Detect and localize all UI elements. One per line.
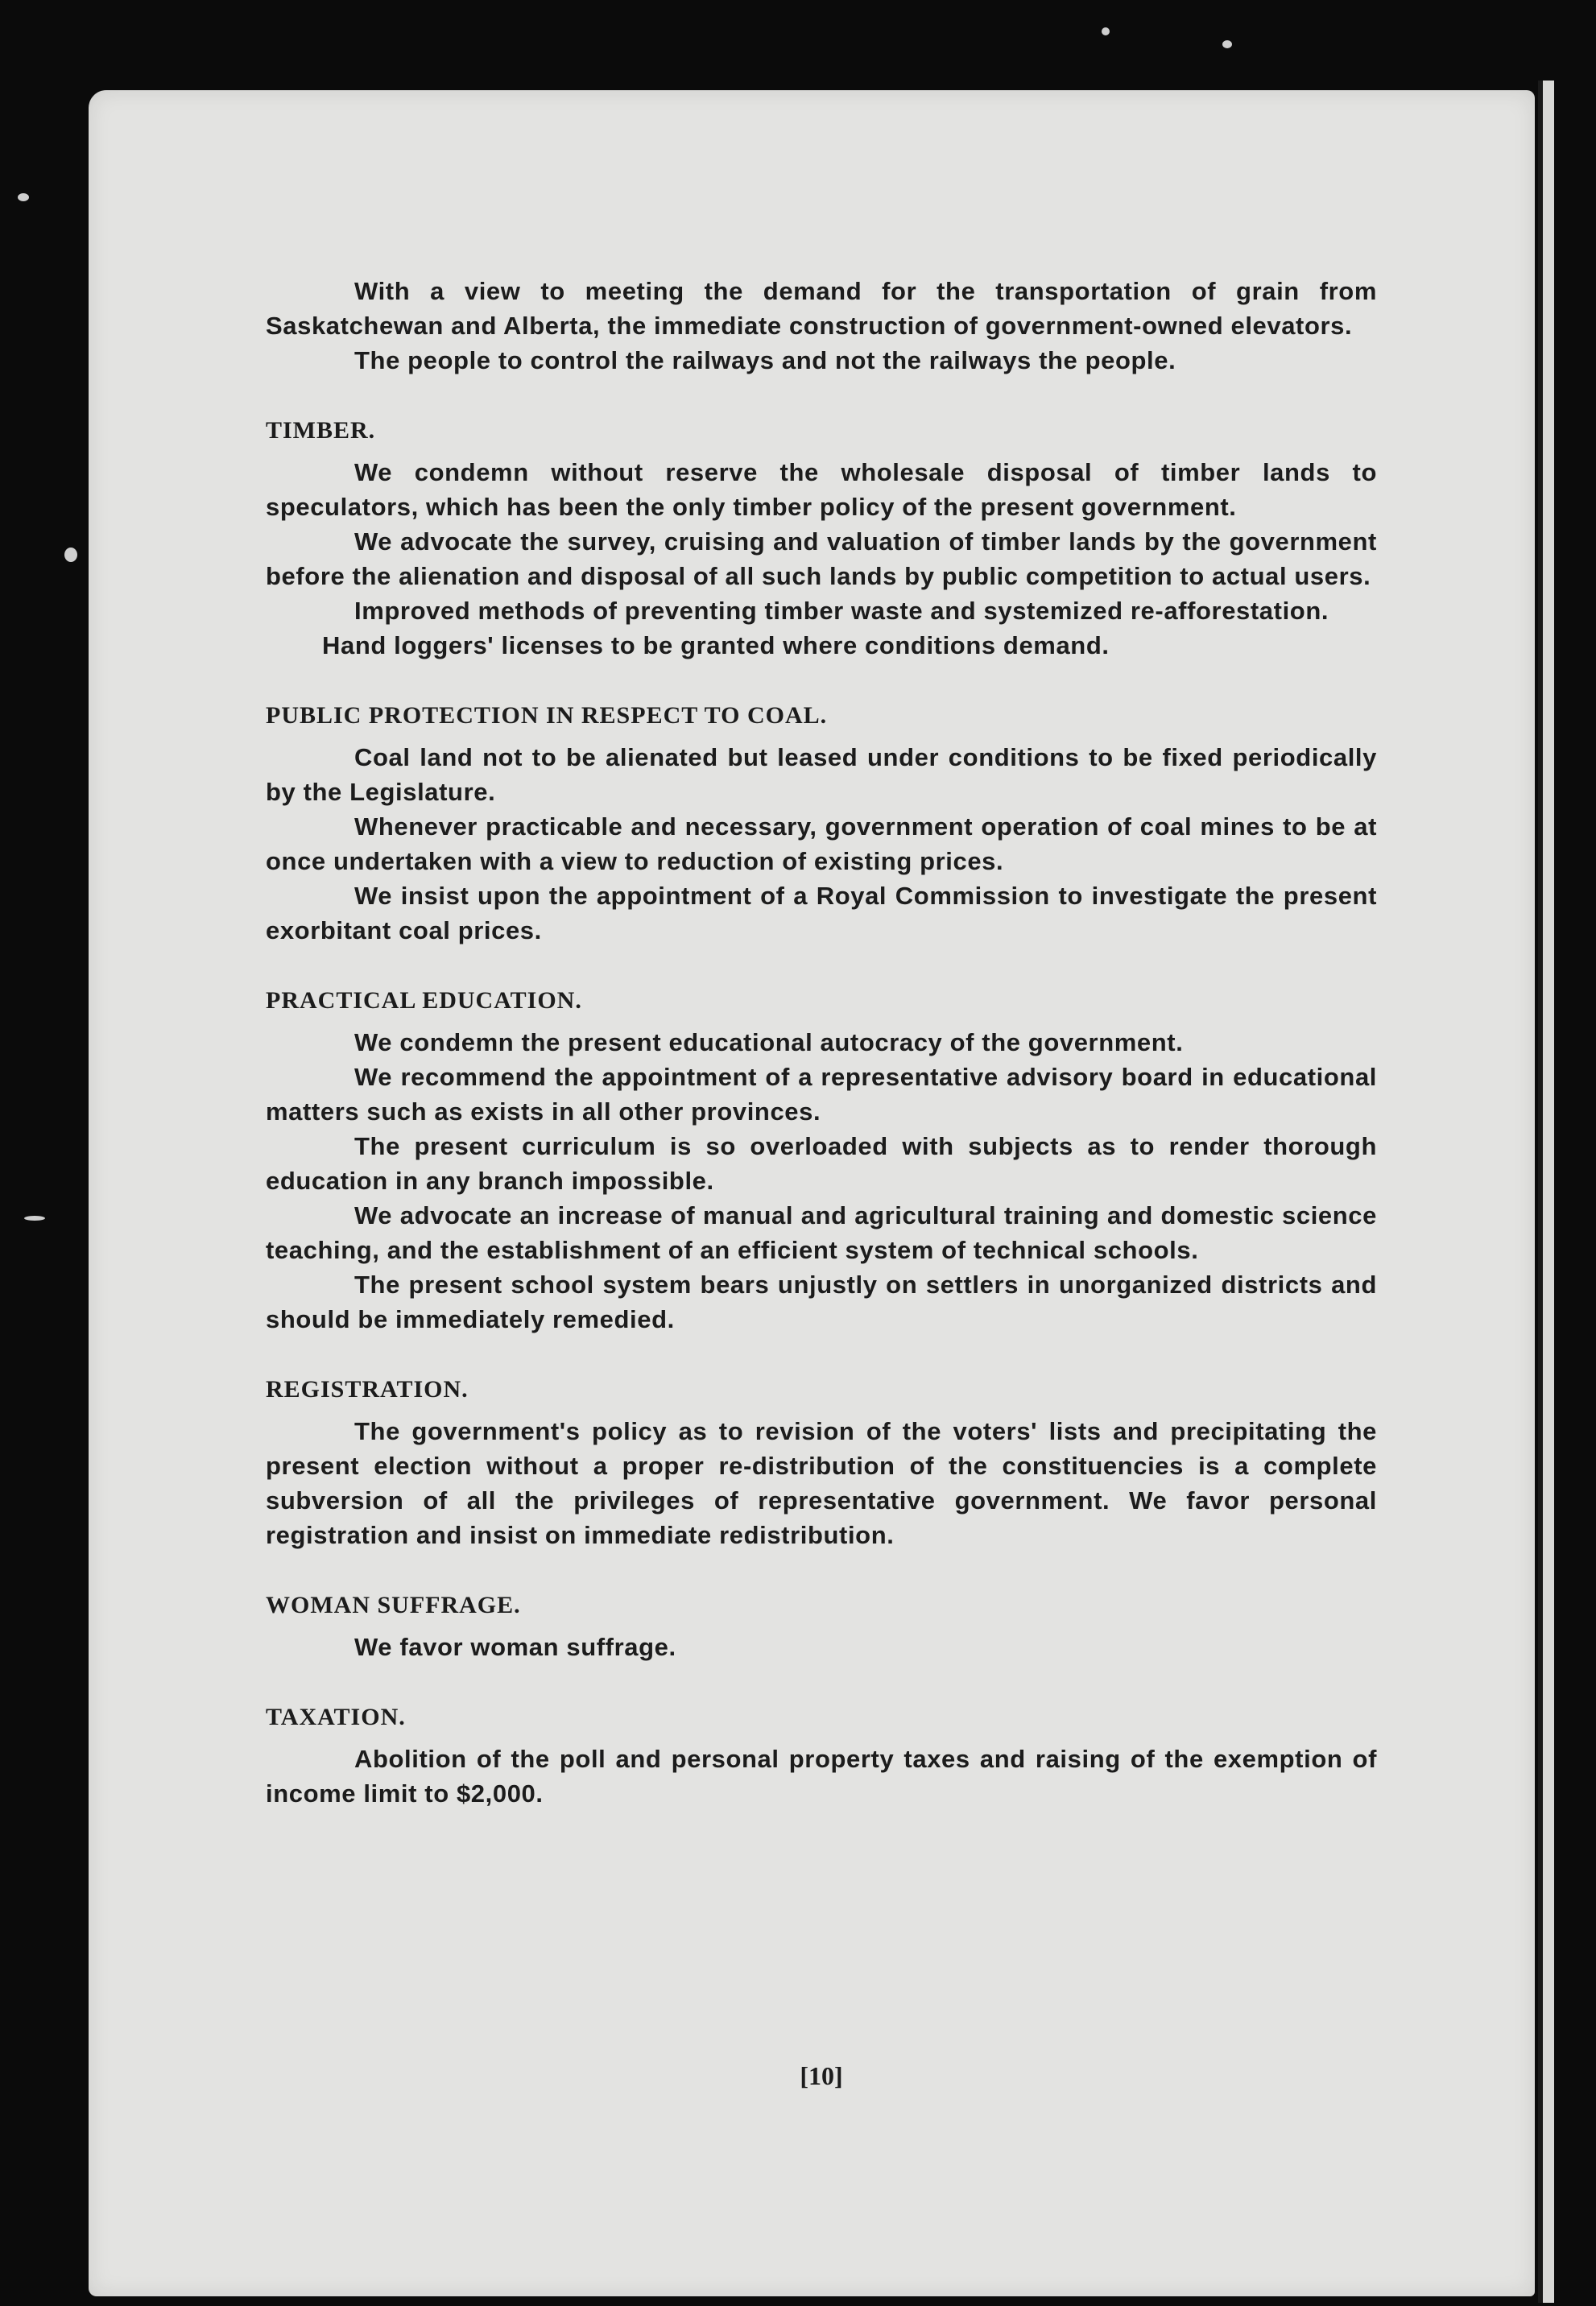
scan-speck: [24, 1216, 45, 1221]
section-paragraph: The present curriculum is so overloaded with subjects as to render thorough education in any branch impossible.: [266, 1132, 1377, 1195]
section-paragraph: The government's policy as to revision of the voters' lists and precipitating the present election without a proper re-distribution of the constituencies is a complete subversion of all the privileges of representative government. We favor personal registration and insist on immediate redistribution.: [266, 1417, 1377, 1549]
section-paragraph: We advocate an increase of manual and agricultural training and domestic science teaching, and the establishment of an efficient system of technical schools.: [266, 1201, 1377, 1264]
section-paragraph: Improved methods of preventing timber waste and systemized re-afforestation.: [354, 597, 1329, 625]
intro-section: [266, 274, 1377, 378]
section-taxation: [266, 1701, 1377, 1811]
section-timber: [266, 415, 1377, 663]
section-paragraph: We condemn the present educational autocracy of the government.: [354, 1028, 1184, 1056]
section-heading: REGISTRATION.: [266, 1376, 469, 1403]
section-registration: [266, 1374, 1377, 1552]
scan-speck: [1102, 27, 1110, 35]
section-paragraph: Abolition of the poll and personal property taxes and raising of the exemption of income limit to $2,000.: [266, 1745, 1377, 1808]
section-paragraph: We advocate the survey, cruising and valuation of timber lands by the government before the alienation and disposal of all such lands by public competition to actual users.: [266, 527, 1377, 590]
scan-speck: [64, 548, 77, 562]
page-number: [10]: [800, 2061, 843, 2090]
intro-paragraph-1: With a view to meeting the demand for the transportation of grain from Saskatchewan and Alberta, the immediate construction of government-owned elevators.: [266, 277, 1377, 340]
intro-paragraph-2: The people to control the railways and not the railways the people.: [354, 346, 1176, 374]
scan-speck: [1222, 40, 1232, 48]
section-coal: [266, 700, 1377, 948]
section-paragraph: Whenever practicable and necessary, government operation of coal mines to be at once undertaken with a view to reduction of existing prices.: [266, 812, 1377, 875]
section-heading: TIMBER.: [266, 417, 376, 444]
section-paragraph: Hand loggers' licenses to be granted where conditions demand.: [322, 631, 1110, 659]
section-paragraph: We insist upon the appointment of a Royal Commission to investigate the present exorbitant coal prices.: [266, 882, 1377, 944]
section-paragraph: Coal land not to be alienated but leased under conditions to be fixed periodically by the Legislature.: [266, 743, 1377, 806]
scan-background: [1554, 81, 1596, 2306]
section-paragraph: We recommend the appointment of a representative advisory board in educational matters such as exists in all other provinces.: [266, 1063, 1377, 1126]
section-education: [266, 985, 1377, 1337]
section-woman-suffrage: [266, 1589, 1377, 1664]
section-heading: PUBLIC PROTECTION IN RESPECT TO COAL.: [266, 702, 828, 729]
section-heading: WOMAN SUFFRAGE.: [266, 1592, 521, 1618]
document-body: [266, 274, 1377, 1811]
section-paragraph: We condemn without reserve the wholesale disposal of timber lands to speculators, which has been the only timber policy of the present government.: [266, 458, 1377, 521]
section-heading: TAXATION.: [266, 1704, 406, 1730]
section-heading: PRACTICAL EDUCATION.: [266, 987, 582, 1014]
scan-speck: [18, 193, 29, 201]
section-paragraph: The present school system bears unjustly on settlers in unorganized districts and should be immediately remedied.: [266, 1271, 1377, 1333]
section-paragraph: We favor woman suffrage.: [354, 1633, 676, 1661]
